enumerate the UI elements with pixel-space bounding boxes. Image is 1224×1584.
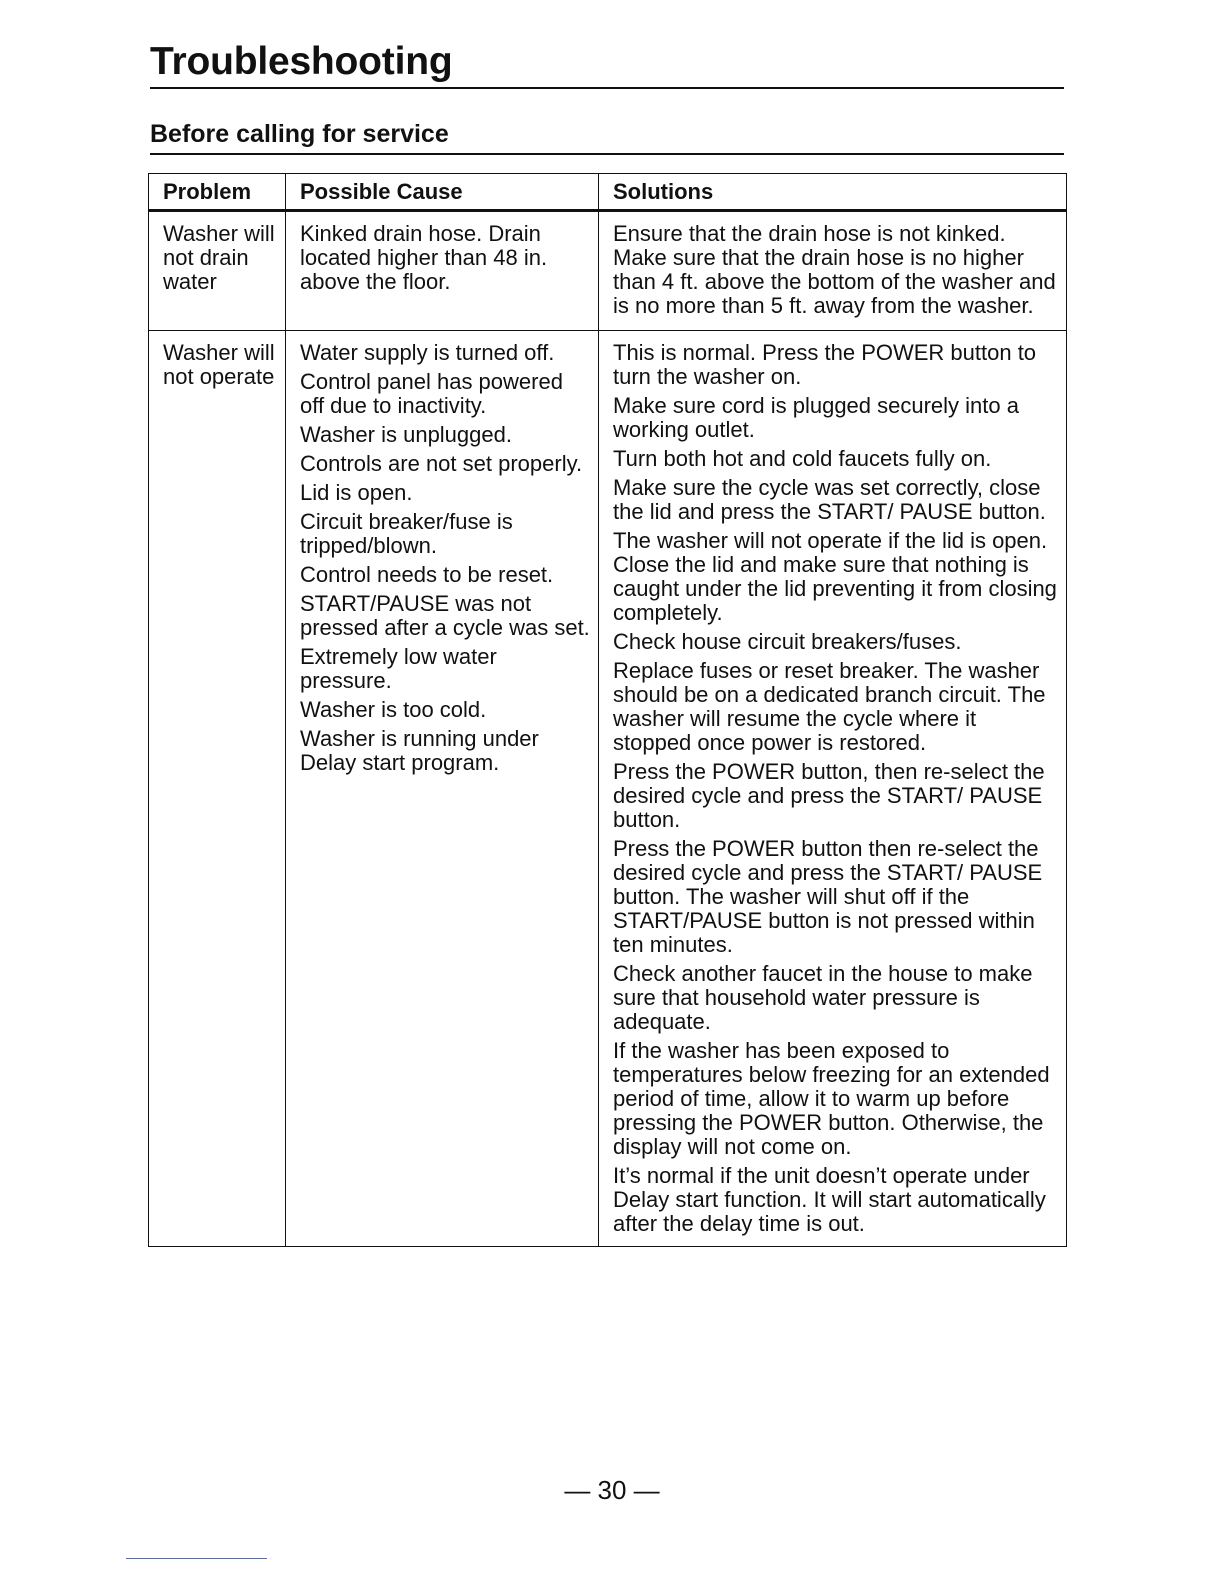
- table-row: [149, 331, 1067, 1247]
- problem-text: Washer will not operate: [163, 340, 275, 389]
- solution-item: Check house circuit breakers/fuses.: [613, 629, 962, 654]
- cause-item: Control needs to be reset.: [300, 562, 554, 587]
- cause-item: Lid is open.: [300, 480, 413, 505]
- problem-cell: [149, 331, 286, 1247]
- cause-item: Controls are not set properly.: [300, 451, 583, 476]
- section-divider: [150, 153, 1064, 155]
- cause-list: [300, 222, 590, 294]
- cause-item: Kinked drain hose. Drain located higher than 48 in. above the floor.: [300, 221, 548, 294]
- solution-item: It’s normal if the unit doesn’t operate under Delay start function. It will start automatically after the delay time is out.: [613, 1163, 1046, 1236]
- page-number: — 30 —: [564, 1475, 660, 1505]
- cause-item: Water supply is turned off.: [300, 340, 555, 365]
- solution-item: Press the POWER button, then re-select the desired cycle and press the START/ PAUSE button.: [613, 759, 1045, 832]
- column-header-solutions: Solutions: [599, 174, 1067, 211]
- cause-cell: [286, 331, 599, 1247]
- solution-item: Replace fuses or reset breaker. The washer should be on a dedicated branch circuit. The washer will resume the cycle where it stopped once power is restored.: [613, 658, 1046, 755]
- solution-item: Ensure that the drain hose is not kinked. Make sure that the drain hose is no higher than 4 ft. above the bottom of the washer and is no more than 5 ft. away from the washer.: [613, 221, 1056, 318]
- solution-list: [613, 222, 1058, 318]
- table-row: [149, 211, 1067, 331]
- section-title: Before calling for service: [150, 120, 449, 148]
- column-header-problem: Problem: [149, 174, 286, 211]
- cause-item: START/PAUSE was not pressed after a cycle was set.: [300, 591, 590, 640]
- solution-item: If the washer has been exposed to temperatures below freezing for an extended period of time, allow it to warm up before pressing the POWER button. Otherwise, the display will not come on.: [613, 1038, 1050, 1159]
- solution-item: Turn both hot and cold faucets fully on.: [613, 446, 992, 471]
- page-title: Troubleshooting: [150, 40, 453, 83]
- troubleshooting-table: [148, 173, 1067, 1247]
- cause-item: Washer is running under Delay start program.: [300, 726, 539, 775]
- cause-item: Washer is unplugged.: [300, 422, 512, 447]
- solution-cell: [599, 331, 1067, 1247]
- cause-list: [300, 341, 590, 775]
- cause-item: Circuit breaker/fuse is tripped/blown.: [300, 509, 513, 558]
- solution-item: The washer will not operate if the lid is open. Close the lid and make sure that nothing is caught under the lid preventing it from closing completely.: [613, 528, 1057, 625]
- cause-item: Control panel has powered off due to inactivity.: [300, 369, 563, 418]
- solution-item: This is normal. Press the POWER button to turn the washer on.: [613, 340, 1037, 389]
- cause-item: Washer is too cold.: [300, 697, 487, 722]
- problem-cell: [149, 211, 286, 331]
- cause-cell: [286, 211, 599, 331]
- column-header-possible-cause: Possible Cause: [286, 174, 599, 211]
- solution-item: Press the POWER button then re-select the desired cycle and press the START/ PAUSE button. The washer will shut off if the START/PAUSE button is not pressed within ten minutes.: [613, 836, 1043, 957]
- table-header-row: [149, 174, 1067, 211]
- title-divider: [150, 87, 1064, 89]
- solution-item: Make sure cord is plugged securely into a working outlet.: [613, 393, 1019, 442]
- solution-item: Check another faucet in the house to make sure that household water pressure is adequate.: [613, 961, 1033, 1034]
- solution-list: [613, 341, 1058, 1236]
- problem-text: Washer will not drain water: [163, 221, 275, 294]
- solution-cell: [599, 211, 1067, 331]
- cause-item: Extremely low water pressure.: [300, 644, 497, 693]
- footer-link-rule: [126, 1558, 267, 1559]
- solution-item: Make sure the cycle was set correctly, close the lid and press the START/ PAUSE button.: [613, 475, 1046, 524]
